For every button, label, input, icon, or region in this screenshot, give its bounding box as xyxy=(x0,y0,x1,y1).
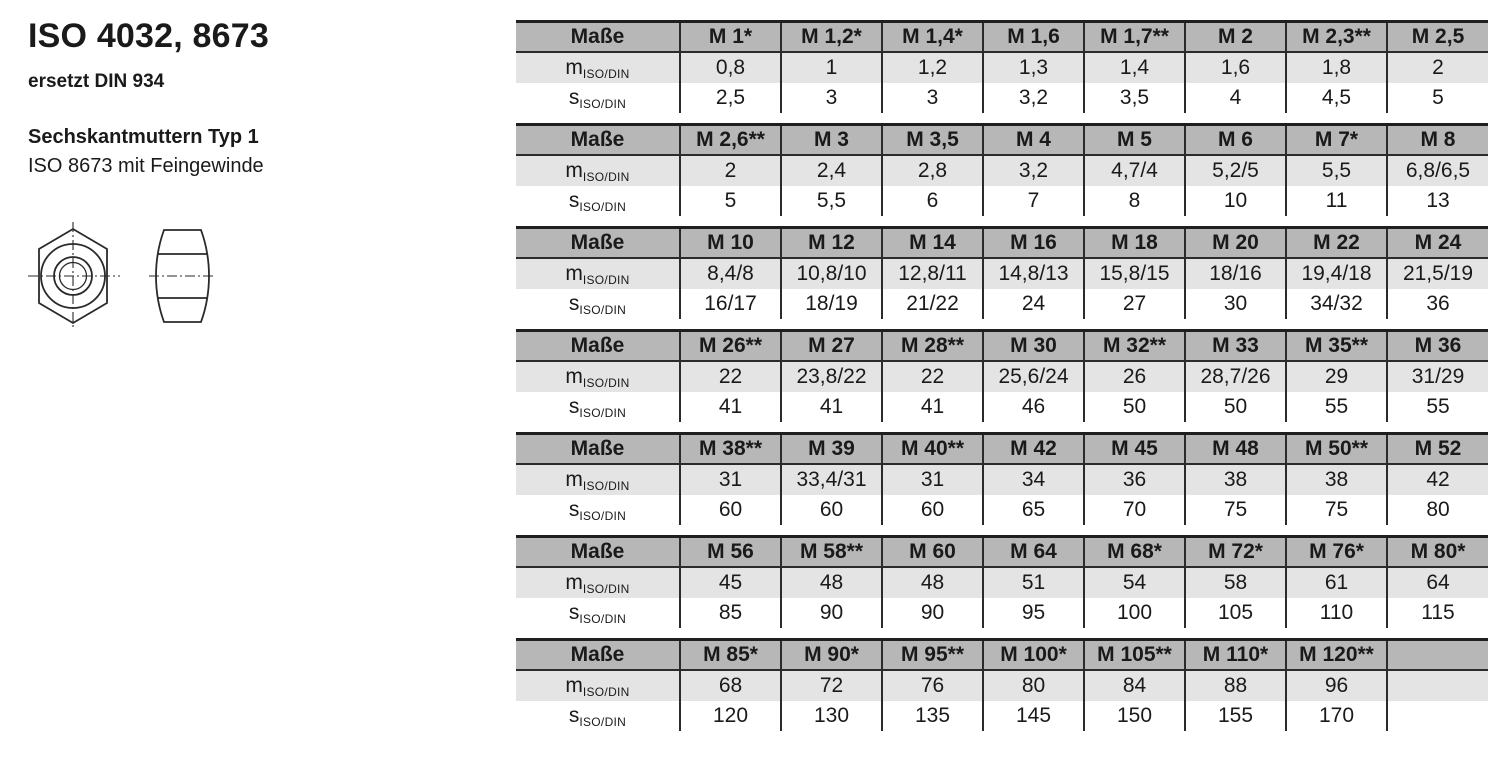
wrench-size-cell: 120 xyxy=(680,701,781,731)
nut-height-cell: 54 xyxy=(1084,567,1185,598)
row-label-dimensions: Maße xyxy=(516,331,680,362)
row-label-dimensions: Maße xyxy=(516,228,680,259)
nut-height-cell: 31 xyxy=(680,464,781,495)
wrench-size-cell: 6 xyxy=(882,186,983,216)
nut-height-cell: 72 xyxy=(781,670,882,701)
wrench-size-cell: 170 xyxy=(1286,701,1387,731)
nut-height-cell: 31/29 xyxy=(1387,361,1488,392)
nut-height-cell: 2,4 xyxy=(781,155,882,186)
dimension-table xyxy=(516,329,1488,422)
nut-height-cell: 1,2 xyxy=(882,52,983,83)
thread-size-cell: M 76* xyxy=(1286,537,1387,568)
row-label-m-subscript: ISO/DIN xyxy=(582,478,630,493)
document-subtitle: ersetzt DIN 934 xyxy=(28,71,165,92)
row-label-m xyxy=(516,361,680,392)
wrench-size-cell: 75 xyxy=(1185,495,1286,525)
row-label-m-symbol: m xyxy=(565,673,583,697)
thread-size-cell: M 40** xyxy=(882,434,983,465)
thread-size-cell: M 35** xyxy=(1286,331,1387,362)
row-label-m-symbol: m xyxy=(565,467,583,491)
nut-height-cell: 1,8 xyxy=(1286,52,1387,83)
nut-height-cell: 68 xyxy=(680,670,781,701)
wrench-size-cell: 55 xyxy=(1387,392,1488,422)
nut-height-cell: 1,4 xyxy=(1084,52,1185,83)
nut-height-cell: 80 xyxy=(983,670,1084,701)
wrench-size-cell: 150 xyxy=(1084,701,1185,731)
nut-height-cell: 96 xyxy=(1286,670,1387,701)
row-label-s-subscript: ISO/DIN xyxy=(579,199,627,214)
nut-height-cell: 23,8/22 xyxy=(781,361,882,392)
thread-size-cell: M 60 xyxy=(882,537,983,568)
wrench-size-cell: 7 xyxy=(983,186,1084,216)
thread-size-cell: M 32** xyxy=(1084,331,1185,362)
row-label-m-symbol: m xyxy=(565,55,583,79)
nut-height-cell: 14,8/13 xyxy=(983,258,1084,289)
wrench-size-cell: 80 xyxy=(1387,495,1488,525)
thread-size-cell: M 28** xyxy=(882,331,983,362)
nut-height-cell: 0,8 xyxy=(680,52,781,83)
wrench-size-cell: 27 xyxy=(1084,289,1185,319)
wrench-size-cell: 5 xyxy=(1387,83,1488,113)
thread-size-cell: M 95** xyxy=(882,640,983,671)
row-label-m-subscript: ISO/DIN xyxy=(582,684,630,699)
row-label-s-subscript: ISO/DIN xyxy=(579,96,627,111)
row-label-s-subscript: ISO/DIN xyxy=(579,714,627,729)
product-description: ISO 8673 mit Feingewinde xyxy=(28,155,264,177)
left-info-panel xyxy=(28,14,488,179)
thread-size-cell: M 16 xyxy=(983,228,1084,259)
row-label-dimensions: Maße xyxy=(516,22,680,53)
nut-height-cell xyxy=(1387,670,1488,701)
row-label-s xyxy=(516,495,680,525)
row-label-dimensions: Maße xyxy=(516,125,680,156)
row-label-m xyxy=(516,464,680,495)
thread-size-cell: M 39 xyxy=(781,434,882,465)
row-label-s xyxy=(516,83,680,113)
table-row-m xyxy=(516,52,1488,83)
wrench-size-cell: 5 xyxy=(680,186,781,216)
nut-height-cell: 42 xyxy=(1387,464,1488,495)
row-label-dimensions: Maße xyxy=(516,537,680,568)
thread-size-cell: M 90* xyxy=(781,640,882,671)
dimension-table xyxy=(516,432,1488,525)
row-label-m-subscript: ISO/DIN xyxy=(582,581,630,596)
row-label-s-symbol: s xyxy=(568,394,580,418)
row-label-s xyxy=(516,289,680,319)
wrench-size-cell: 4 xyxy=(1185,83,1286,113)
table-row-s xyxy=(516,495,1488,525)
nut-height-cell: 22 xyxy=(680,361,781,392)
thread-size-cell: M 8 xyxy=(1387,125,1488,156)
nut-height-cell: 58 xyxy=(1185,567,1286,598)
wrench-size-cell: 110 xyxy=(1286,598,1387,628)
row-label-m-subscript: ISO/DIN xyxy=(582,272,630,287)
row-label-s-symbol: s xyxy=(568,703,580,727)
nut-height-cell: 1,3 xyxy=(983,52,1084,83)
thread-size-cell: M 1,4* xyxy=(882,22,983,53)
thread-size-cell: M 68* xyxy=(1084,537,1185,568)
nut-height-cell: 36 xyxy=(1084,464,1185,495)
wrench-size-cell: 100 xyxy=(1084,598,1185,628)
nut-height-cell: 6,8/6,5 xyxy=(1387,155,1488,186)
thread-size-cell: M 4 xyxy=(983,125,1084,156)
thread-size-cell: M 48 xyxy=(1185,434,1286,465)
hex-nut-front-view-icon xyxy=(28,222,120,330)
table-row-head xyxy=(516,331,1488,362)
table-row-s xyxy=(516,701,1488,731)
row-label-s-symbol: s xyxy=(568,291,580,315)
nut-height-cell: 1,6 xyxy=(1185,52,1286,83)
row-label-s-subscript: ISO/DIN xyxy=(579,302,627,317)
wrench-size-cell: 85 xyxy=(680,598,781,628)
wrench-size-cell: 155 xyxy=(1185,701,1286,731)
row-label-dimensions: Maße xyxy=(516,640,680,671)
row-label-m-symbol: m xyxy=(565,364,583,388)
nut-height-cell: 18/16 xyxy=(1185,258,1286,289)
thread-size-cell: M 72* xyxy=(1185,537,1286,568)
row-label-s-subscript: ISO/DIN xyxy=(579,405,627,420)
nut-height-cell: 28,7/26 xyxy=(1185,361,1286,392)
row-label-s-symbol: s xyxy=(568,600,580,624)
dimension-table xyxy=(516,638,1488,731)
table-row-head xyxy=(516,22,1488,53)
dimension-table xyxy=(516,20,1488,113)
thread-size-cell: M 56 xyxy=(680,537,781,568)
nut-height-cell: 19,4/18 xyxy=(1286,258,1387,289)
wrench-size-cell: 24 xyxy=(983,289,1084,319)
row-label-m-subscript: ISO/DIN xyxy=(582,375,630,390)
row-label-m xyxy=(516,155,680,186)
wrench-size-cell: 60 xyxy=(882,495,983,525)
nut-height-cell: 15,8/15 xyxy=(1084,258,1185,289)
thread-size-cell: M 20 xyxy=(1185,228,1286,259)
thread-size-cell: M 1,6 xyxy=(983,22,1084,53)
wrench-size-cell: 13 xyxy=(1387,186,1488,216)
thread-size-cell: M 7* xyxy=(1286,125,1387,156)
thread-size-cell: M 2,5 xyxy=(1387,22,1488,53)
wrench-size-cell: 41 xyxy=(882,392,983,422)
row-label-m-symbol: m xyxy=(565,570,583,594)
wrench-size-cell: 3,5 xyxy=(1084,83,1185,113)
thread-size-cell: M 1,2* xyxy=(781,22,882,53)
wrench-size-cell: 18/19 xyxy=(781,289,882,319)
table-row-m xyxy=(516,258,1488,289)
thread-size-cell: M 38** xyxy=(680,434,781,465)
wrench-size-cell: 145 xyxy=(983,701,1084,731)
wrench-size-cell: 21/22 xyxy=(882,289,983,319)
nut-height-cell: 25,6/24 xyxy=(983,361,1084,392)
nut-height-cell: 88 xyxy=(1185,670,1286,701)
nut-height-cell: 51 xyxy=(983,567,1084,598)
wrench-size-cell: 130 xyxy=(781,701,882,731)
wrench-size-cell: 60 xyxy=(680,495,781,525)
row-label-m-subscript: ISO/DIN xyxy=(582,66,630,81)
row-label-dimensions: Maße xyxy=(516,434,680,465)
row-label-s xyxy=(516,701,680,731)
row-label-s xyxy=(516,186,680,216)
document-title: ISO 4032, 8673 xyxy=(28,17,269,55)
wrench-size-cell: 90 xyxy=(781,598,882,628)
wrench-size-cell: 65 xyxy=(983,495,1084,525)
thread-size-cell: M 2 xyxy=(1185,22,1286,53)
row-label-m xyxy=(516,52,680,83)
product-name: Sechskantmuttern Typ 1 xyxy=(28,126,259,148)
wrench-size-cell: 55 xyxy=(1286,392,1387,422)
nut-height-cell: 8,4/8 xyxy=(680,258,781,289)
row-label-m xyxy=(516,258,680,289)
thread-size-cell: M 27 xyxy=(781,331,882,362)
row-label-s-symbol: s xyxy=(568,85,580,109)
row-label-m xyxy=(516,567,680,598)
dimension-table xyxy=(516,123,1488,216)
thread-size-cell: M 36 xyxy=(1387,331,1488,362)
thread-size-cell: M 45 xyxy=(1084,434,1185,465)
nut-height-cell: 84 xyxy=(1084,670,1185,701)
thread-size-cell: M 24 xyxy=(1387,228,1488,259)
thread-size-cell: M 12 xyxy=(781,228,882,259)
nut-height-cell: 4,7/4 xyxy=(1084,155,1185,186)
thread-size-cell: M 3,5 xyxy=(882,125,983,156)
dimension-table xyxy=(516,535,1488,628)
wrench-size-cell: 3,2 xyxy=(983,83,1084,113)
nut-height-cell: 12,8/11 xyxy=(882,258,983,289)
wrench-size-cell: 90 xyxy=(882,598,983,628)
wrench-size-cell: 41 xyxy=(680,392,781,422)
wrench-size-cell: 8 xyxy=(1084,186,1185,216)
thread-size-cell: M 14 xyxy=(882,228,983,259)
nut-height-cell: 26 xyxy=(1084,361,1185,392)
nut-height-cell: 10,8/10 xyxy=(781,258,882,289)
thread-size-cell: M 22 xyxy=(1286,228,1387,259)
table-row-s xyxy=(516,186,1488,216)
thread-size-cell: M 1,7** xyxy=(1084,22,1185,53)
table-row-s xyxy=(516,392,1488,422)
thread-size-cell xyxy=(1387,640,1488,671)
thread-size-cell: M 85* xyxy=(680,640,781,671)
thread-size-cell: M 52 xyxy=(1387,434,1488,465)
thread-size-cell: M 18 xyxy=(1084,228,1185,259)
wrench-size-cell: 50 xyxy=(1084,392,1185,422)
table-row-head xyxy=(516,434,1488,465)
table-row-head xyxy=(516,537,1488,568)
nut-height-cell: 2 xyxy=(680,155,781,186)
table-row-head xyxy=(516,640,1488,671)
wrench-size-cell: 50 xyxy=(1185,392,1286,422)
table-row-m xyxy=(516,670,1488,701)
row-label-s-subscript: ISO/DIN xyxy=(579,508,627,523)
thread-size-cell: M 58** xyxy=(781,537,882,568)
nut-height-cell: 38 xyxy=(1286,464,1387,495)
nut-height-cell: 2,8 xyxy=(882,155,983,186)
thread-size-cell: M 120** xyxy=(1286,640,1387,671)
wrench-size-cell: 3 xyxy=(781,83,882,113)
wrench-size-cell: 36 xyxy=(1387,289,1488,319)
nut-height-cell: 22 xyxy=(882,361,983,392)
nut-height-cell: 29 xyxy=(1286,361,1387,392)
thread-size-cell: M 100* xyxy=(983,640,1084,671)
wrench-size-cell: 5,5 xyxy=(781,186,882,216)
row-label-m xyxy=(516,670,680,701)
wrench-size-cell: 2,5 xyxy=(680,83,781,113)
thread-size-cell: M 2,6** xyxy=(680,125,781,156)
wrench-size-cell: 115 xyxy=(1387,598,1488,628)
wrench-size-cell: 3 xyxy=(882,83,983,113)
thread-size-cell: M 6 xyxy=(1185,125,1286,156)
row-label-s-symbol: s xyxy=(568,497,580,521)
row-label-s-symbol: s xyxy=(568,188,580,212)
nut-height-cell: 45 xyxy=(680,567,781,598)
wrench-size-cell: 4,5 xyxy=(1286,83,1387,113)
wrench-size-cell: 95 xyxy=(983,598,1084,628)
wrench-size-cell: 10 xyxy=(1185,186,1286,216)
nut-height-cell: 5,2/5 xyxy=(1185,155,1286,186)
thread-size-cell: M 110* xyxy=(1185,640,1286,671)
dimension-tables xyxy=(516,20,1488,741)
wrench-size-cell: 16/17 xyxy=(680,289,781,319)
nut-height-cell: 5,5 xyxy=(1286,155,1387,186)
table-row-m xyxy=(516,155,1488,186)
nut-height-cell: 48 xyxy=(882,567,983,598)
technical-drawing xyxy=(28,222,218,339)
nut-drawing-svg xyxy=(28,222,218,334)
table-row-s xyxy=(516,598,1488,628)
nut-height-cell: 38 xyxy=(1185,464,1286,495)
nut-height-cell: 31 xyxy=(882,464,983,495)
thread-size-cell: M 80* xyxy=(1387,537,1488,568)
wrench-size-cell: 105 xyxy=(1185,598,1286,628)
nut-height-cell: 1 xyxy=(781,52,882,83)
wrench-size-cell: 11 xyxy=(1286,186,1387,216)
table-row-head xyxy=(516,228,1488,259)
table-row-s xyxy=(516,83,1488,113)
wrench-size-cell: 135 xyxy=(882,701,983,731)
thread-size-cell: M 2,3** xyxy=(1286,22,1387,53)
table-row-s xyxy=(516,289,1488,319)
nut-height-cell: 61 xyxy=(1286,567,1387,598)
thread-size-cell: M 5 xyxy=(1084,125,1185,156)
thread-size-cell: M 1* xyxy=(680,22,781,53)
table-row-m xyxy=(516,464,1488,495)
nut-height-cell: 3,2 xyxy=(983,155,1084,186)
thread-size-cell: M 30 xyxy=(983,331,1084,362)
nut-height-cell: 34 xyxy=(983,464,1084,495)
dimension-table xyxy=(516,226,1488,319)
thread-size-cell: M 50** xyxy=(1286,434,1387,465)
row-label-s xyxy=(516,598,680,628)
thread-size-cell: M 33 xyxy=(1185,331,1286,362)
row-label-s xyxy=(516,392,680,422)
wrench-size-cell: 34/32 xyxy=(1286,289,1387,319)
wrench-size-cell: 70 xyxy=(1084,495,1185,525)
nut-height-cell: 48 xyxy=(781,567,882,598)
thread-size-cell: M 42 xyxy=(983,434,1084,465)
wrench-size-cell xyxy=(1387,701,1488,731)
wrench-size-cell: 75 xyxy=(1286,495,1387,525)
row-label-m-symbol: m xyxy=(565,158,583,182)
row-label-m-symbol: m xyxy=(565,261,583,285)
table-row-m xyxy=(516,361,1488,392)
table-row-head xyxy=(516,125,1488,156)
table-row-m xyxy=(516,567,1488,598)
nut-height-cell: 64 xyxy=(1387,567,1488,598)
row-label-s-subscript: ISO/DIN xyxy=(579,611,627,626)
wrench-size-cell: 46 xyxy=(983,392,1084,422)
thread-size-cell: M 105** xyxy=(1084,640,1185,671)
thread-size-cell: M 10 xyxy=(680,228,781,259)
nut-height-cell: 2 xyxy=(1387,52,1488,83)
nut-height-cell: 76 xyxy=(882,670,983,701)
thread-size-cell: M 64 xyxy=(983,537,1084,568)
wrench-size-cell: 41 xyxy=(781,392,882,422)
nut-height-cell: 21,5/19 xyxy=(1387,258,1488,289)
thread-size-cell: M 26** xyxy=(680,331,781,362)
wrench-size-cell: 30 xyxy=(1185,289,1286,319)
nut-height-cell: 33,4/31 xyxy=(781,464,882,495)
wrench-size-cell: 60 xyxy=(781,495,882,525)
hex-nut-side-view-icon xyxy=(149,230,216,322)
thread-size-cell: M 3 xyxy=(781,125,882,156)
row-label-m-subscript: ISO/DIN xyxy=(582,169,630,184)
